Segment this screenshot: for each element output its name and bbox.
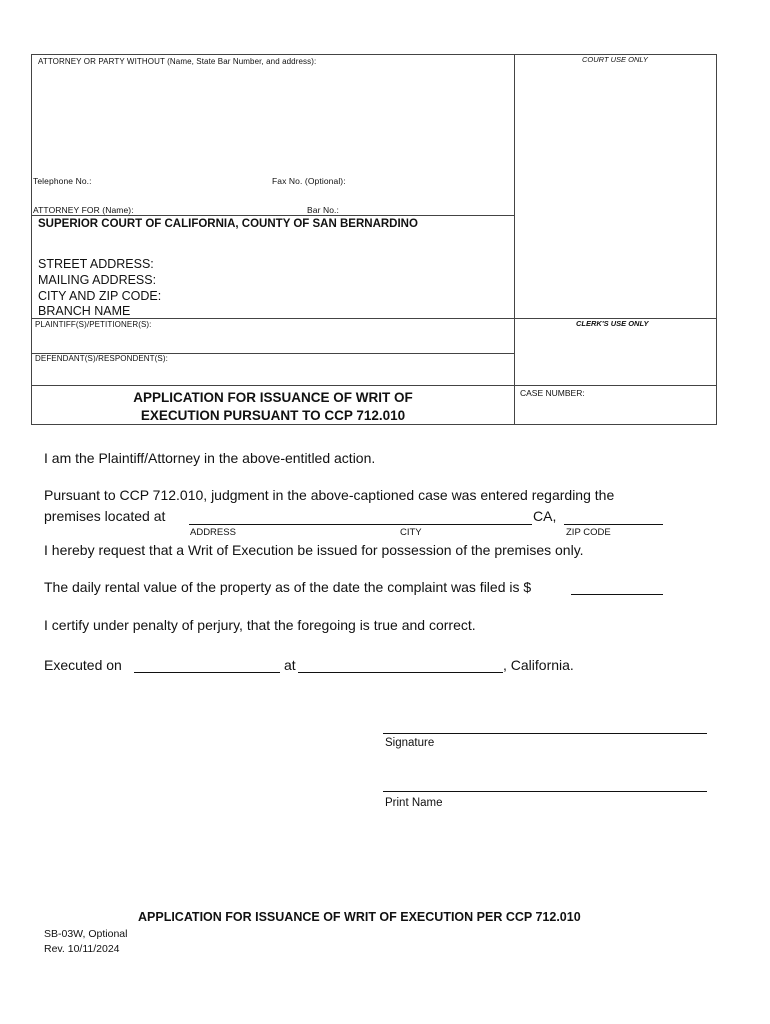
city-zip-label: CITY AND ZIP CODE:: [38, 289, 162, 303]
signature-label: Signature: [385, 737, 435, 749]
print-name-line[interactable]: [383, 791, 707, 792]
telephone-label: Telephone No.:: [33, 176, 92, 186]
executed-on-label: Executed on: [44, 657, 122, 673]
branch-name-label: BRANCH NAME: [38, 304, 131, 318]
premises-prefix: premises located at: [44, 508, 166, 524]
plaintiff-label: PLAINTIFF(S)/PETITIONER(S):: [35, 320, 152, 329]
court-name: SUPERIOR COURT OF CALIFORNIA, COUNTY OF SAN BERNARDINO: [38, 218, 418, 230]
executed-date-field[interactable]: [134, 656, 280, 673]
california-label: , California.: [503, 657, 574, 673]
premises-address-city-field[interactable]: [189, 508, 532, 525]
city-sublabel: CITY: [400, 527, 422, 538]
premises-line: [44, 508, 165, 524]
footer-meta: [44, 927, 127, 957]
statement-plaintiff: I am the Plaintiff/Attorney in the above-entitled action.: [44, 450, 376, 466]
clerks-use-only-label: CLERK'S USE ONLY: [576, 319, 649, 328]
form-id: SB-03W, Optional: [44, 928, 128, 940]
form-title-line1: APPLICATION FOR ISSUANCE OF WRIT OF: [133, 390, 413, 405]
form-title-line2: EXECUTION PURSUANT TO CCP 712.010: [140, 408, 406, 423]
premises-ca: CA,: [533, 508, 557, 524]
address-sublabel: ADDRESS: [190, 527, 236, 538]
executed-location-field[interactable]: [298, 656, 503, 673]
fax-label: Fax No. (Optional):: [272, 176, 346, 186]
signature-line[interactable]: [383, 733, 707, 734]
street-address-label: STREET ADDRESS:: [38, 257, 154, 271]
attorney-party-label: ATTORNEY OR PARTY WITHOUT (Name, State Bar Number, and address):: [38, 57, 317, 66]
print-name-label: Print Name: [385, 797, 443, 809]
defendant-label: DEFENDANT(S)/RESPONDENT(S):: [35, 354, 168, 363]
case-number-label: CASE NUMBER:: [520, 388, 585, 398]
bar-no-label: Bar No.:: [307, 205, 339, 215]
statement-request: I hereby request that a Writ of Execution be issued for possession of the premises only.: [44, 542, 584, 558]
statement-certify: I certify under penalty of perjury, that the foregoing is true and correct.: [44, 617, 476, 633]
form-revision: Rev. 10/11/2024: [44, 943, 120, 955]
premises-zip-field[interactable]: [564, 508, 663, 525]
court-use-only-label: COURT USE ONLY: [582, 55, 648, 64]
rental-value-field[interactable]: [571, 578, 663, 595]
form-title: [31, 389, 515, 425]
at-label: at: [284, 657, 296, 673]
footer-title: APPLICATION FOR ISSUANCE OF WRIT OF EXECUTION PER CCP 712.010: [138, 910, 581, 924]
mailing-address-label: MAILING ADDRESS:: [38, 273, 157, 287]
statement-judgment: Pursuant to CCP 712.010, judgment in the above-captioned case was entered regarding the: [44, 487, 615, 503]
attorney-for-label: ATTORNEY FOR (Name):: [33, 205, 134, 215]
zip-sublabel: ZIP CODE: [566, 527, 611, 538]
statement-rental-value: The daily rental value of the property as of the date the complaint was filed is $: [44, 579, 532, 595]
